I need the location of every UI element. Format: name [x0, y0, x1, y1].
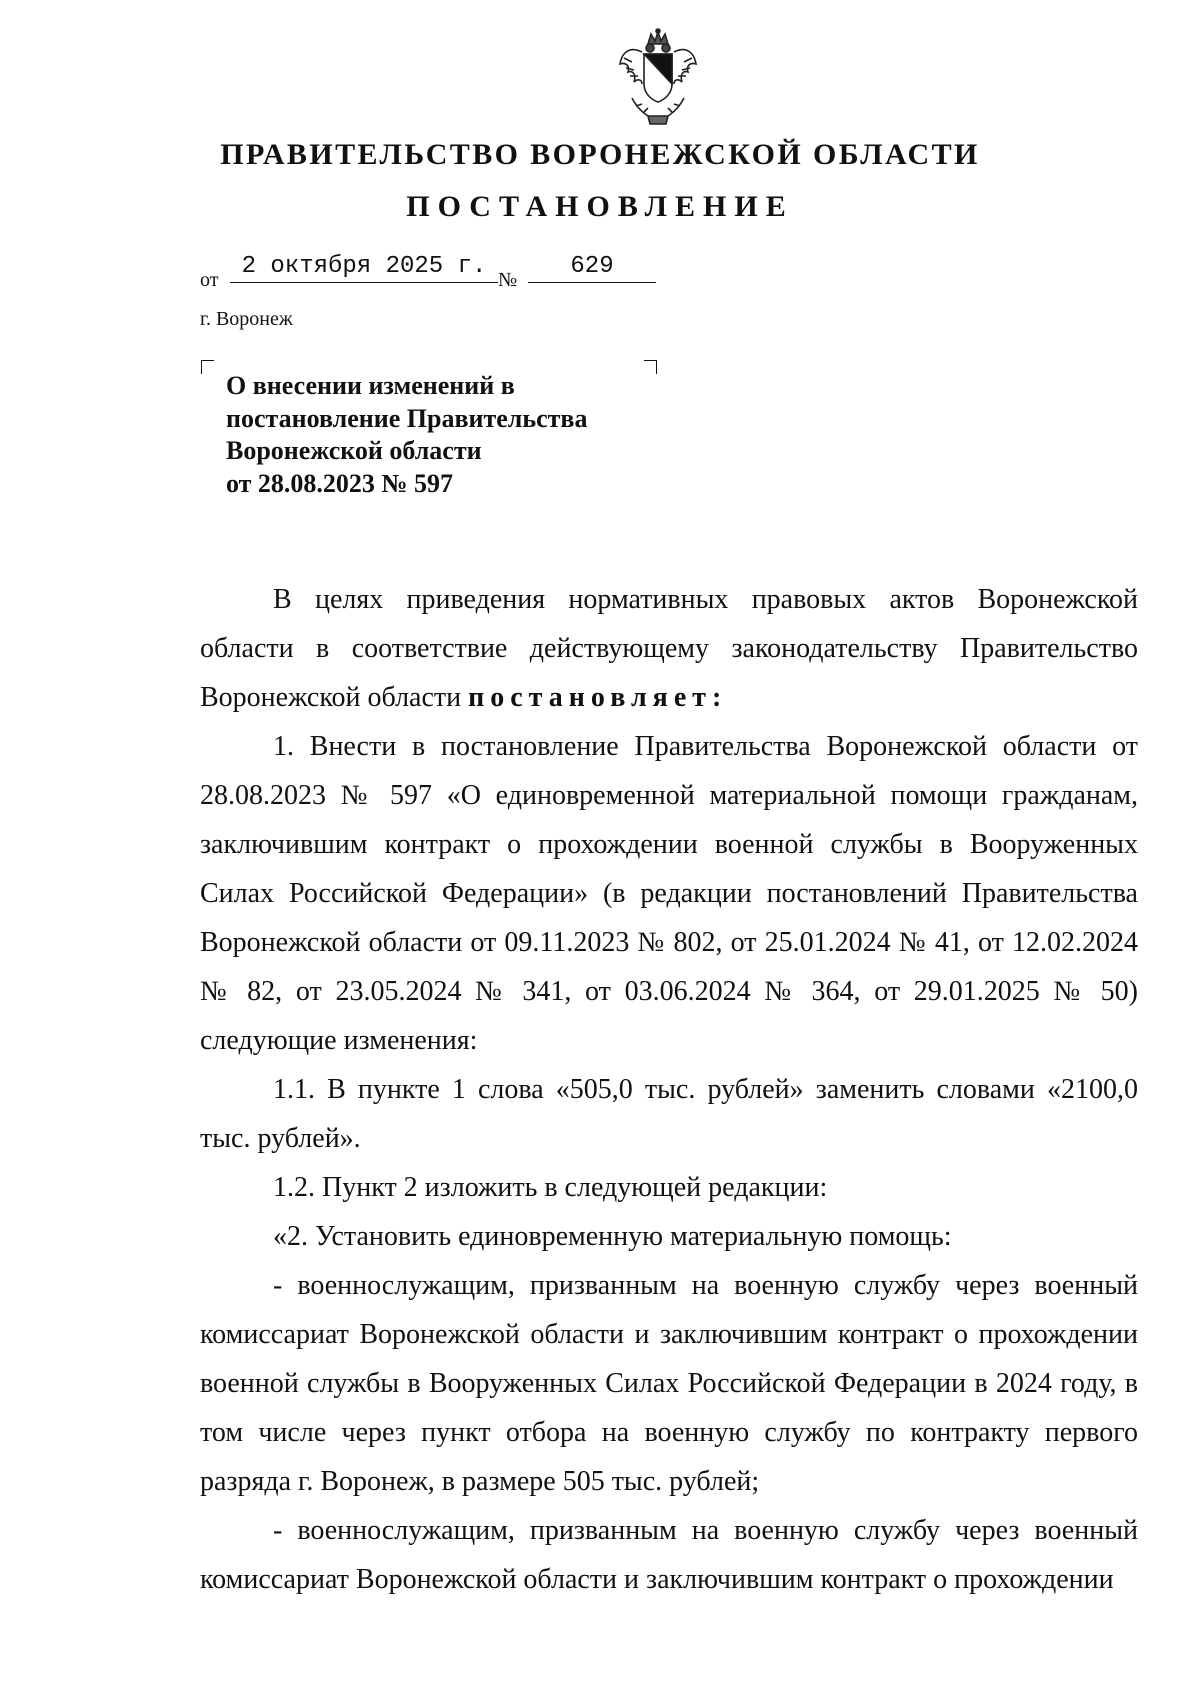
subject-bracket-right: [644, 360, 657, 374]
subject-bracket-left: [201, 360, 214, 374]
paragraph-2: «2. Установить единовременную материальную помощь:: [273, 1221, 952, 1252]
paragraph-1-2: 1.2. Пункт 2 изложить в следующей редакции:: [273, 1172, 828, 1203]
date-prefix: от: [200, 269, 219, 291]
date-number-row: [200, 253, 680, 293]
bullet-item: - военнослужащим, призванным на военную службу через военный комиссариат Воронежской области и заключившим контракт о прохождении военной службы в Вооруженных Силах Российской Федерации в 2024 году, в том числе через пункт отбора на военную службу по контракту первого разряда г. Воронеж, в размере 505 тыс. рублей;: [200, 1270, 1138, 1497]
document-date: 2 октября 2025 г.: [230, 253, 498, 283]
bullet-item: - военнослужащим, призванным на военную службу через военный комиссариат Воронежской области и заключившим контракт о прохождении: [200, 1515, 1138, 1595]
subject-line: Воронежской области: [226, 436, 482, 465]
subject-line: от 28.08.2023 № 597: [226, 468, 454, 498]
subject-line: О внесении изменений в: [226, 371, 515, 400]
resolves-word: постановляет:: [468, 682, 728, 713]
preamble-text: В целях приведения нормативных правовых актов Воронежской области в соответствие действующему законодательству Правительство Воронежской области: [200, 584, 1138, 713]
document-number: 629: [528, 253, 656, 283]
document-type: ПОСТАНОВЛЕНИЕ: [406, 190, 794, 223]
city: г. Воронеж: [200, 308, 293, 330]
preamble-paragraph: [200, 575, 1138, 722]
document-body: [200, 575, 1138, 1604]
document-subject: [226, 370, 587, 500]
number-prefix: №: [498, 269, 518, 291]
coat-of-arms-icon: [618, 28, 698, 126]
paragraph-1-1: 1.1. В пункте 1 слова «505,0 тыс. рублей» заменить словами «2100,0 тыс. рублей».: [200, 1074, 1138, 1154]
subject-line: постановление Правительства: [226, 403, 588, 433]
government-title: ПРАВИТЕЛЬСТВО ВОРОНЕЖСКОЙ ОБЛАСТИ: [220, 138, 980, 171]
paragraph-1: 1. Внести в постановление Правительства Воронежской области от 28.08.2023 № 597 «О единовременной материальной помощи гражданам, заключившим контракт о прохождении военной службы в Вооруженных Силах Российской Федерации» (в редакции постановлений Правительства Воронежской области от 09.11.2023 № 802, от 25.01.2024 № 41, от 12.02.2024 № 82, от 23.05.2024 № 341, от 03.06.2024 № 364, от 29.01.2025 № 50) следующие изменения:: [200, 731, 1138, 1056]
